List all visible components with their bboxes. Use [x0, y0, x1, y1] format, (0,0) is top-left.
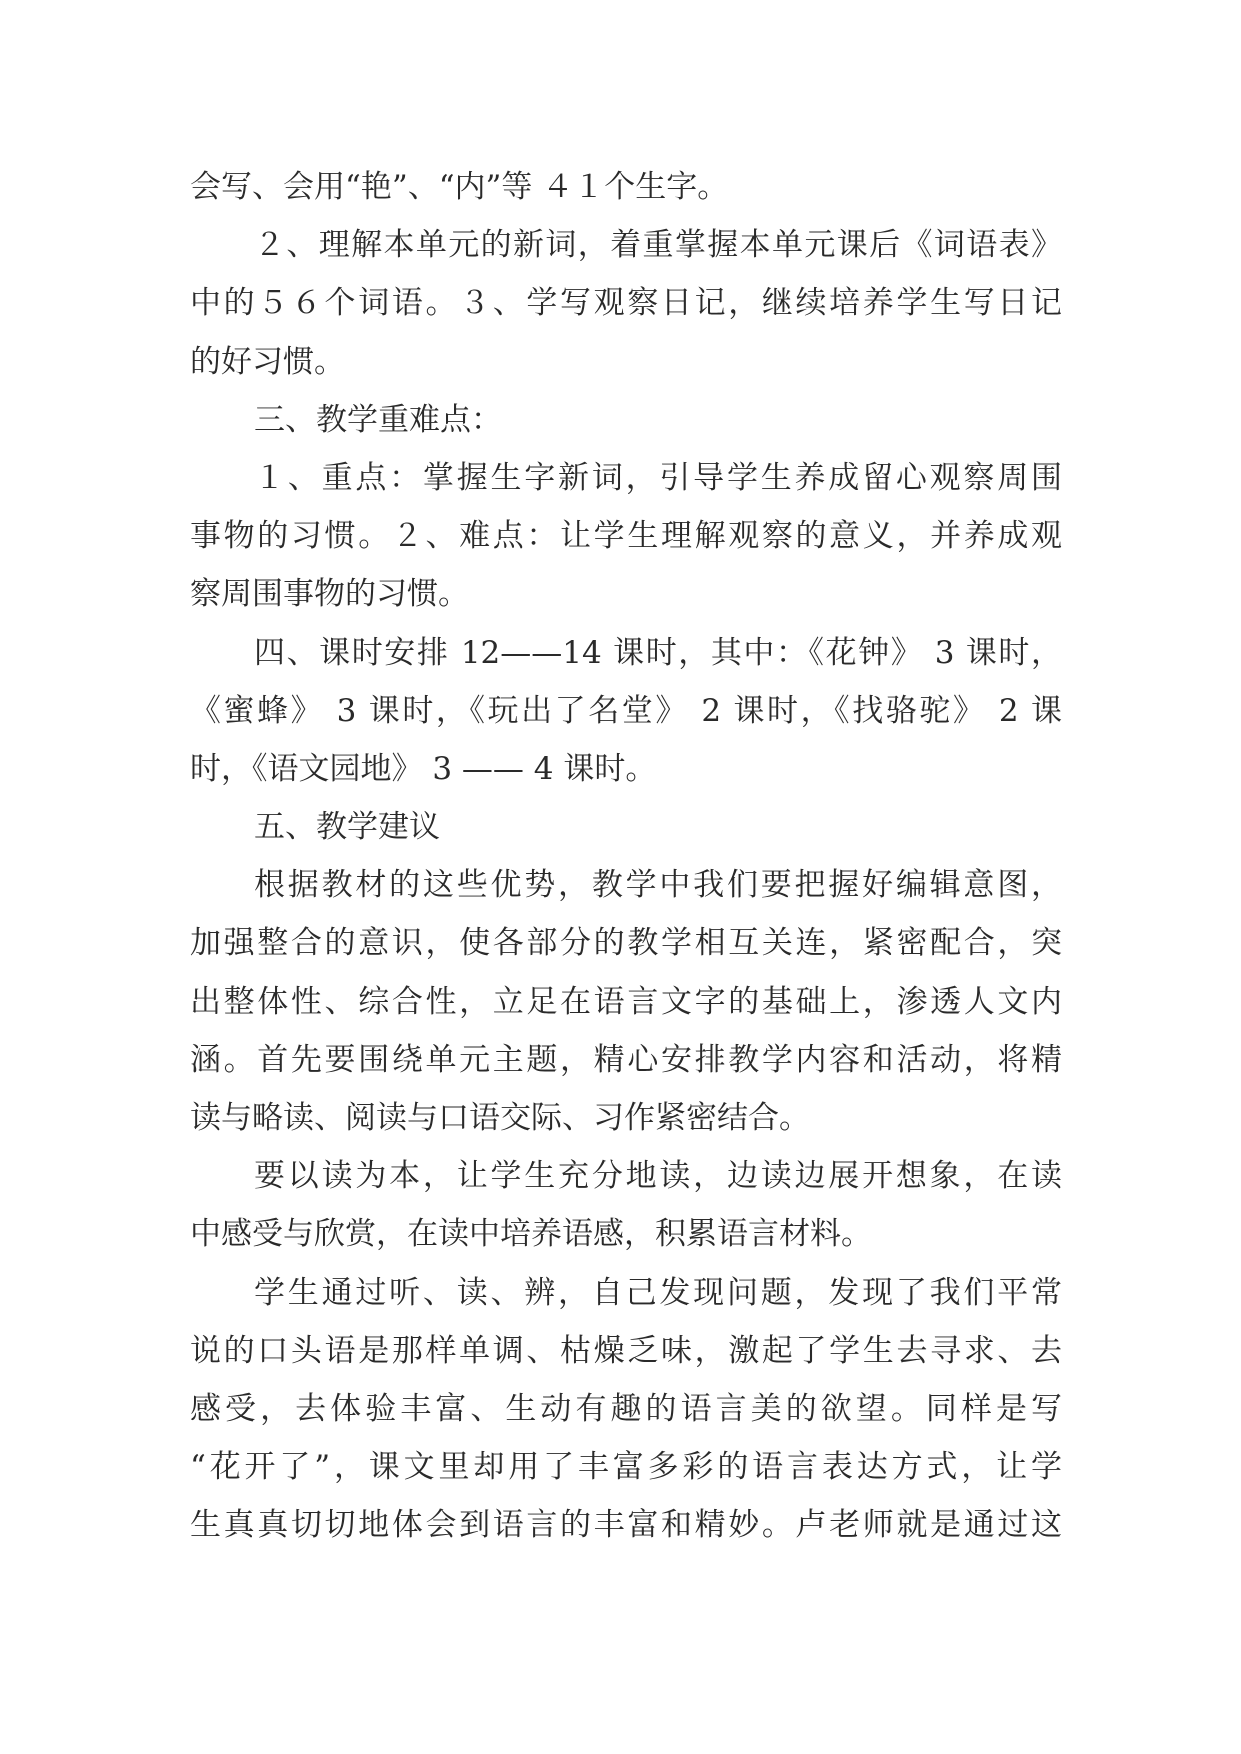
- text-line: 加强整合的意识，使各部分的教学相互关连，紧密配合，突: [190, 925, 1062, 962]
- text-line: 学生通过听、读、辨，自己发现问题，发现了我们平常: [254, 1274, 1062, 1311]
- text-line: 四、课时安排 12——14 课时，其中：《花钟》 3 课时，: [254, 634, 1062, 671]
- section-heading: 三、教学重难点：: [254, 401, 502, 438]
- text-line: 感受，去体验丰富、生动有趣的语言美的欲望。同样是写: [190, 1390, 1062, 1427]
- text-line: 时，《语文园地》 3 —— 4 课时。: [190, 750, 657, 787]
- text-line: 察周围事物的习惯。: [190, 576, 469, 613]
- text-line: 《蜜蜂》 3 课时，《玩出了名堂》 2 课时，《找骆驼》 2 课: [190, 692, 1062, 729]
- text-line: １、重点：掌握生字新词，引导学生养成留心观察周围: [254, 459, 1062, 496]
- text-line: 出整体性、综合性，立足在语言文字的基础上，渗透人文内: [190, 983, 1062, 1020]
- text-line: “花开了”，课文里却用了丰富多彩的语言表达方式，让学: [190, 1449, 1062, 1486]
- text-line: 中的５６个词语。３、学写观察日记，继续培养学生写日记: [190, 285, 1062, 322]
- document-page: [190, 158, 1062, 1555]
- section-heading: 五、教学建议: [254, 809, 440, 846]
- text-line: 的好习惯。: [190, 343, 345, 380]
- text-line: 事物的习惯。２、难点：让学生理解观察的意义，并养成观: [190, 518, 1062, 555]
- text-line: 说的口头语是那样单调、枯燥乏味，激起了学生去寻求、去: [190, 1332, 1062, 1369]
- text-line: 要以读为本，让学生充分地读，边读边展开想象，在读: [254, 1158, 1062, 1195]
- text-line: 会写、会用“艳”、“内”等 ４１个生字。: [190, 169, 729, 205]
- text-line: 根据教材的这些优势，教学中我们要把握好编辑意图，: [254, 867, 1062, 904]
- text-line: 生真真切切地体会到语言的丰富和精妙。卢老师就是通过这: [190, 1507, 1062, 1544]
- text-line: 中感受与欣赏，在读中培养语感，积累语言材料。: [190, 1216, 872, 1253]
- text-line: 读与略读、阅读与口语交际、习作紧密结合。: [190, 1100, 810, 1136]
- text-line: 涵。首先要围绕单元主题，精心安排教学内容和活动，将精: [190, 1041, 1062, 1078]
- text-line: ２、理解本单元的新词，着重掌握本单元课后《词语表》: [254, 227, 1062, 264]
